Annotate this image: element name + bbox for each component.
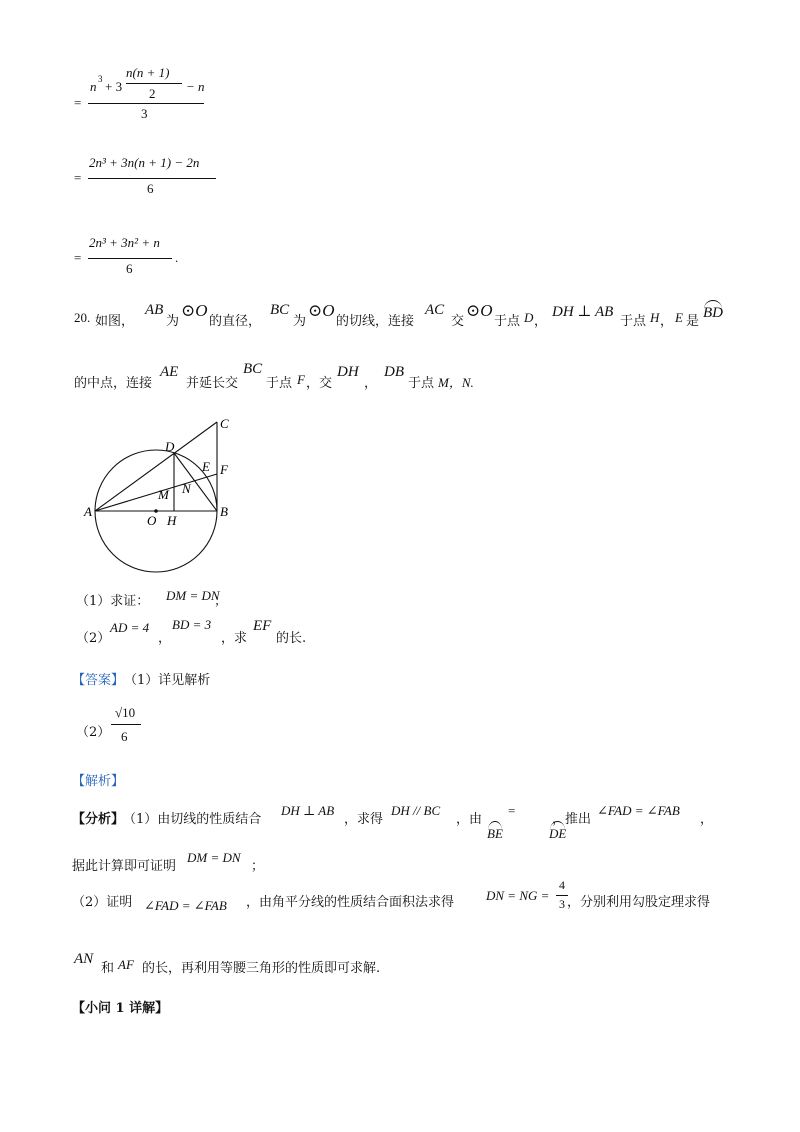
expr-DN-NG: DN = NG = — [486, 888, 550, 903]
text: 为 — [166, 314, 180, 329]
segment-DH: DH — [337, 364, 359, 380]
segment-AF: AF — [118, 957, 134, 972]
numerator: 2n³ + 3n(n + 1) − 2n — [89, 155, 200, 170]
text: ， — [700, 812, 714, 827]
segment-AC-line — [95, 422, 217, 511]
label-O: O — [147, 513, 157, 528]
answer-1: （1）详见解析 — [124, 673, 211, 688]
text: 于点 — [620, 314, 647, 329]
q1-expression: DM = DN — [166, 588, 220, 603]
answer-2-label: （2） — [76, 725, 111, 740]
text: 的长，再利用等腰三角形的性质即可求解. — [142, 961, 381, 976]
text: ； — [251, 859, 265, 874]
denominator: 6 — [126, 261, 133, 276]
text: 于点 — [266, 376, 293, 391]
q2-expression-2: BD = 3 — [172, 617, 212, 632]
text: ， — [364, 376, 378, 391]
text: （1）由切线的性质结合 — [123, 812, 262, 827]
text: ，由角平分线的性质结合面积法求得 — [246, 895, 455, 910]
point-H: H — [650, 310, 660, 325]
text: 和 — [101, 961, 115, 976]
point-F: F — [297, 372, 305, 387]
label-M: M — [158, 487, 169, 502]
denominator: 6 — [147, 181, 154, 196]
circle-O: ⊙O — [181, 301, 208, 320]
text: ，求 — [221, 631, 248, 646]
bracket-close: 】 — [111, 673, 125, 688]
text: ，推出 — [552, 812, 592, 827]
equals-sign: = — [508, 803, 516, 818]
fraction-bar — [88, 103, 204, 104]
segment-AB: AB — [145, 302, 164, 318]
text: 如图， — [95, 314, 135, 329]
label-F: F — [220, 462, 228, 477]
text: 的中点，连接 — [74, 376, 153, 391]
expr-angle-FAD-FAB: ∠FAD = ∠FAB — [597, 803, 680, 818]
segment-BC: BC — [270, 302, 290, 318]
label-C: C — [220, 416, 229, 431]
equals-sign: = — [74, 95, 82, 110]
answer-tag — [72, 669, 124, 688]
text: 是 — [686, 314, 700, 329]
fraction-bar — [88, 178, 216, 179]
label-E: E — [202, 459, 210, 474]
segment-DB: DB — [384, 364, 404, 380]
points-M-N: M，N. — [438, 375, 474, 390]
segment-AN: AN — [74, 951, 94, 967]
text: 并延长交 — [186, 376, 239, 391]
period: . — [175, 250, 179, 265]
expr-DH-parallel-BC: DH // BC — [391, 803, 441, 818]
label-A: A — [84, 504, 92, 519]
text: 交 — [451, 314, 465, 329]
problem-number: 20. — [74, 310, 91, 325]
term-n: n — [90, 79, 97, 94]
text: 据此计算即可证明 — [72, 859, 177, 874]
inner-fraction-bar — [126, 83, 182, 84]
text: ，交 — [306, 376, 333, 391]
analysis-tag-text: 解析 — [85, 774, 112, 789]
text: 为 — [293, 314, 307, 329]
expr-DM-DN: DM = DN — [187, 850, 241, 865]
term-minus-n: − n — [186, 79, 205, 94]
segment-AC: AC — [425, 302, 445, 318]
expr-angle-FAD-FAB: ∠FAD = ∠FAB — [144, 898, 227, 913]
label-N: N — [182, 481, 191, 496]
text: 的长. — [276, 631, 307, 646]
text: 于点 — [494, 314, 521, 329]
answer-2-denominator: 6 — [121, 729, 128, 744]
text: ， — [158, 631, 172, 646]
segment-DB-line — [174, 453, 217, 511]
point-E: E — [675, 310, 683, 325]
equals-sign: = — [74, 250, 82, 265]
circle-O: ⊙O — [308, 301, 335, 320]
segment-EF: EF — [253, 618, 272, 634]
text: ， — [660, 314, 674, 329]
q2-expression-1: AD = 4 — [110, 620, 150, 635]
bracket-close: 】 — [111, 774, 125, 789]
answer-fraction-bar — [111, 724, 141, 725]
text: ，分别利用勾股定理求得 — [567, 895, 711, 910]
denominator: 3 — [141, 106, 148, 121]
text: ， — [534, 314, 548, 329]
arc-BE: BE — [487, 826, 503, 841]
text: ，求得 — [344, 812, 384, 827]
label-D: D — [165, 439, 175, 454]
point-D: D — [524, 310, 534, 325]
segment-AF-line — [95, 474, 217, 511]
q2-label: （2） — [76, 631, 111, 646]
text: 的切线，连接 — [336, 314, 415, 329]
segment-AE: AE — [160, 364, 179, 380]
text: （2）证明 — [72, 895, 133, 910]
fraction-bar — [88, 258, 172, 259]
numerator: 2n³ + 3n² + n — [89, 235, 160, 250]
analysis-tag — [72, 770, 124, 789]
label-H: H — [167, 513, 177, 528]
fenxi-tag: 【分析】 — [72, 812, 125, 827]
answer-tag-text: 答案 — [85, 673, 112, 688]
text: ，由 — [456, 812, 483, 827]
term-plus-3: + 3 — [105, 79, 123, 94]
label-B: B — [220, 504, 228, 519]
segment-BC: BC — [243, 361, 263, 377]
equals-sign: = — [74, 170, 82, 185]
geometry-figure — [80, 405, 250, 585]
bracket-open: 【 — [72, 774, 86, 789]
text: 于点 — [408, 376, 435, 391]
DH-perp-AB: DH ⊥ AB — [552, 304, 614, 320]
inner-numerator: n(n + 1) — [126, 65, 170, 80]
q1-label: （1）求证： — [76, 594, 150, 609]
text: ； — [214, 594, 228, 609]
inner-denominator: 2 — [149, 86, 156, 101]
text: 的直径， — [209, 314, 262, 329]
subquestion-1-header: 【小问 1 详解】 — [72, 1001, 169, 1016]
exponent: 3 — [98, 74, 103, 84]
arc-BD: BD — [703, 305, 723, 321]
fraction-numerator: 4 — [559, 878, 565, 892]
expr-DH-perp-AB: DH ⊥ AB — [281, 803, 335, 818]
answer-2-numerator: √10 — [115, 705, 136, 720]
circle-O: ⊙O — [466, 301, 493, 320]
fraction-denominator: 3 — [559, 897, 565, 911]
bracket-open: 【 — [72, 673, 86, 688]
arc-DE: DE — [548, 826, 567, 841]
